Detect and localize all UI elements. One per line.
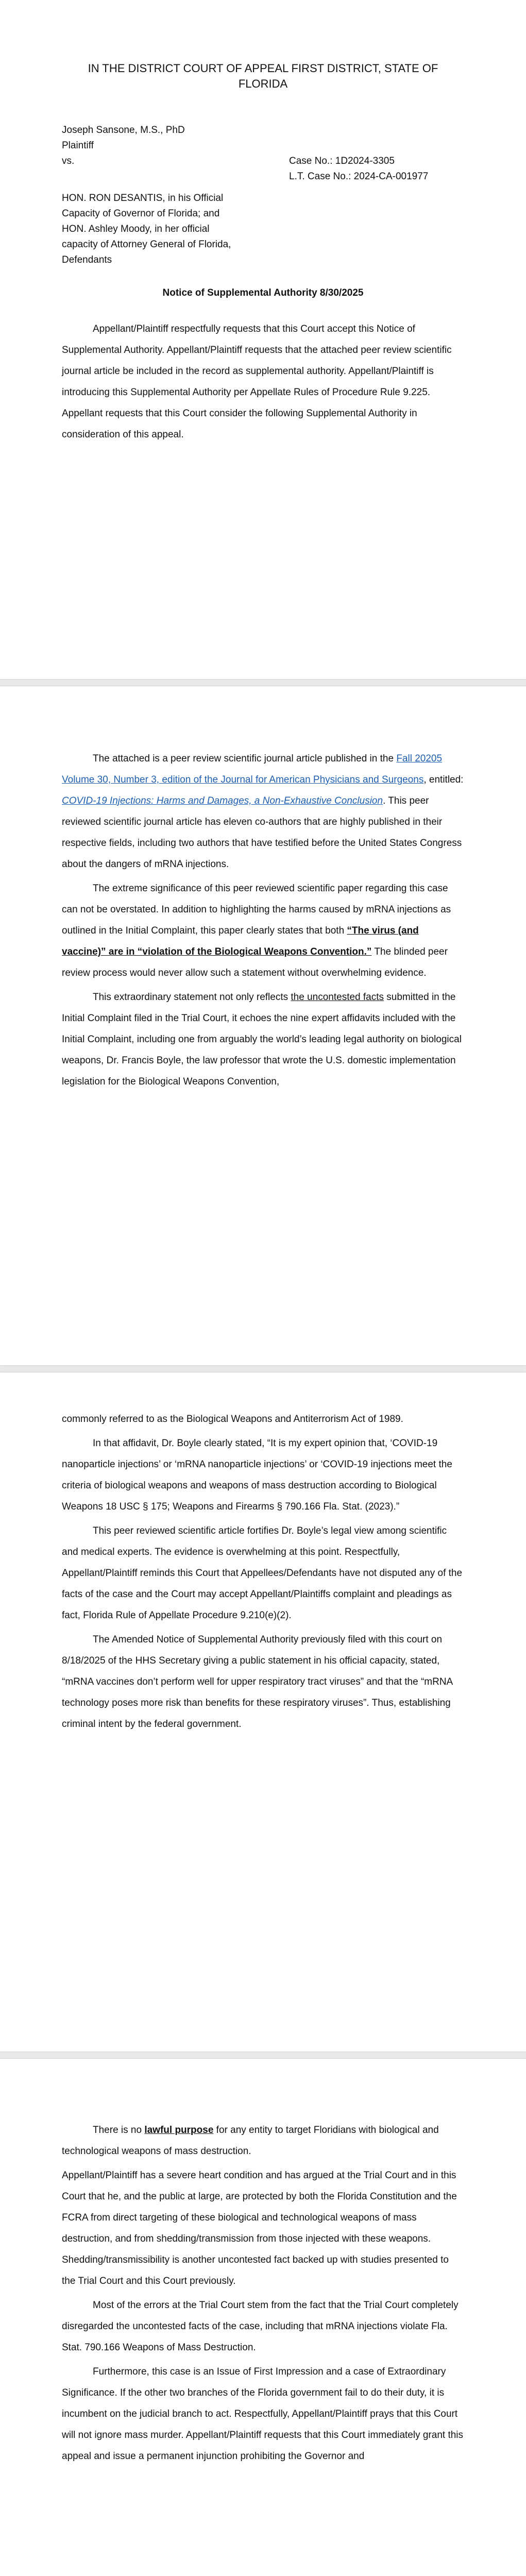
first-impression-paragraph: Furthermore, this case is an Issue of First Impression and a case of Extraordinary Significance. If the other two branches of the Florida government fail to do their duty, it is incumbent on the judicial branch to act. Respectfully, Appellant/Plaintiff prays that this Court will not ignore mass murder. Appellant/Plaintiff requests that this Court immediately grant this appeal and issue a permanent injunction prohibiting the Governor and xyxy=(62,2366,464,2462)
defendant-line: HON. Ashley Moody, in her official xyxy=(62,224,210,234)
caption-lt-row xyxy=(62,169,464,184)
page-4 xyxy=(0,2059,526,2576)
intro-paragraph: Appellant/Plaintiff respectfully requests that this Court accept this Notice of Supplemental Authority. Appellant/Plaintiff requests that the attached peer review scientific journal article be included in the record as supplemental authority. Appellant/Plaintiff is introducing this Supplemental Authority per Appellate Rules of Procedure Rule 9.225. Appellant requests that this Court consider the following Supplemental Authority in consideration of this appeal. xyxy=(62,324,452,440)
boyle-intro-paragraph: This extraordinary statement not only reflects the uncontested facts submitted in the Initial Complaint filed in the Trial Court, it echoes the nine expert affidavits included with the Initial Complaint, including one from arguably the world’s leading legal authority on biological weapons, Dr. Francis Boyle, the law professor that wrote the U.S. domestic implementation legislation for the Biological Weapons Convention, xyxy=(62,992,462,1087)
case-caption xyxy=(62,123,464,268)
defendant-line: HON. RON DESANTIS, in his Official xyxy=(62,193,224,204)
plaintiff-name: Joseph Sansone, M.S., PhD xyxy=(62,125,185,135)
uncontested-facts-phrase: the uncontested facts xyxy=(291,992,384,1003)
page-1 xyxy=(0,0,526,679)
article-link[interactable]: COVID-19 Injections: Harms and Damages, a Non-Exhaustive Conclusion xyxy=(62,795,383,806)
page-2 xyxy=(0,686,526,1365)
caption-vs-row xyxy=(62,154,464,169)
defendants-block xyxy=(62,191,464,268)
journal-link[interactable]: Fall 20205 Volume 30, Number 3, edition of the Journal for American Physicians and Surgeons xyxy=(62,753,443,785)
defendant-line: Capacity of Governor of Florida; and xyxy=(62,208,220,219)
continuation-paragraph: commonly referred to as the Biological Weapons and Antiterrorism Act of 1989. xyxy=(62,1414,403,1425)
court-title-line-2: FLORIDA xyxy=(238,77,288,90)
page-3 xyxy=(0,1372,526,2052)
trial-errors-paragraph: Most of the errors at the Trial Court stem from the fact that the Trial Court completely disregarded the uncontested facts of the case, including that mRNA injections violate Fla. Stat. 790.166 Weapons of Mass Destruction. xyxy=(62,2300,459,2353)
lawful-purpose-phrase: lawful purpose xyxy=(144,2125,214,2136)
court-title xyxy=(62,61,464,92)
lower-tribunal-case-number: L.T. Case No.: 2024-CA-001977 xyxy=(289,171,429,182)
notice-title: Notice of Supplemental Authority 8/30/2025 xyxy=(162,287,364,298)
fortifies-paragraph: This peer reviewed scientific article fortifies Dr. Boyle’s legal view among scientific and medical experts. The evidence is overwhelming at this point. Respectfully, Appellant/Plaintiff reminds this Court that Appellees/Defendants have not disputed any of the facts of the case and the Court may accept Appellant/Plaintiffs complaint and pleadings as fact, Florida Rule of Appellate Procedure 9.210(e)(2). xyxy=(62,1526,463,1621)
plaintiff-role: Plaintiff xyxy=(62,140,94,151)
bwc-violation-quote: “The virus (and vaccine)” are in “violation of the Biological Weapons Convention.” xyxy=(62,925,419,957)
heart-condition-paragraph: Appellant/Plaintiff has a severe heart condition and has argued at the Trial Court and in this Court that he, and the public at large, are protected by both the Florida Constitution and the FCRA from direct targeting of these biological and technological weapons of mass destruction, and from shedding/transmission from those injected with these weapons. Shedding/transmissibility is another uncontested fact backed up with studies presented to the Trial Court and this Court previously. xyxy=(62,2170,457,2286)
case-number: Case No.: 1D2024-3305 xyxy=(289,156,395,166)
lawful-purpose-paragraph: There is no lawful purpose for any entity to target Floridians with biological and technological weapons of mass destruction. xyxy=(62,2125,439,2157)
defendant-line: Defendants xyxy=(62,255,112,265)
defendant-line: capacity of Attorney General of Florida, xyxy=(62,239,231,250)
article-intro-paragraph: The attached is a peer review scientific journal article published in the Fall 20205 Volume 30, Number 3, edition of the Journal for American Physicians and Surgeons, entitled: COVID-19 Injections: Harms and Damages, a Non-Exhaustive Conclusion. This peer reviewed scientific journal article has eleven co-authors that are highly published in their respective fields, including two authors that have testified before the United States Congress about the dangers of mRNA injections. xyxy=(62,753,464,870)
versus-label: vs. xyxy=(62,156,75,166)
significance-paragraph: The extreme significance of this peer reviewed scientific paper regarding this case can not be overstated. In addition to highlighting the harms caused by mRNA injections as outlined in the Initial Complaint, this paper clearly states that both “The virus (and vaccine)” are in “violation of the Biological Weapons Convention.” The blinded peer review process would never allow such a statement without overwhelming evidence. xyxy=(62,883,451,978)
hhs-statement-paragraph: The Amended Notice of Supplemental Authority previously filed with this court on 8/18/2025 of the HHS Secretary giving a public statement in his official capacity, stated, “mRNA vaccines don’t perform well for upper respiratory tract viruses” and that the “mRNA technology poses more risk than benefits for these respiratory viruses”. Thus, establishing criminal intent by the federal government. xyxy=(62,1634,453,1730)
boyle-affidavit-paragraph: In that affidavit, Dr. Boyle clearly stated, “It is my expert opinion that, ‘COVID-19 nanoparticle injections’ or ‘mRNA nanoparticle injections’ or ‘COVID-19 injections meet the criteria of biological weapons and weapons of mass destruction according to Biological Weapons 18 USC § 175; Weapons and Firearms § 790.166 Fla. Stat. (2023).” xyxy=(62,1438,452,1512)
court-title-line-1: IN THE DISTRICT COURT OF APPEAL FIRST DISTRICT, STATE OF xyxy=(88,62,438,75)
